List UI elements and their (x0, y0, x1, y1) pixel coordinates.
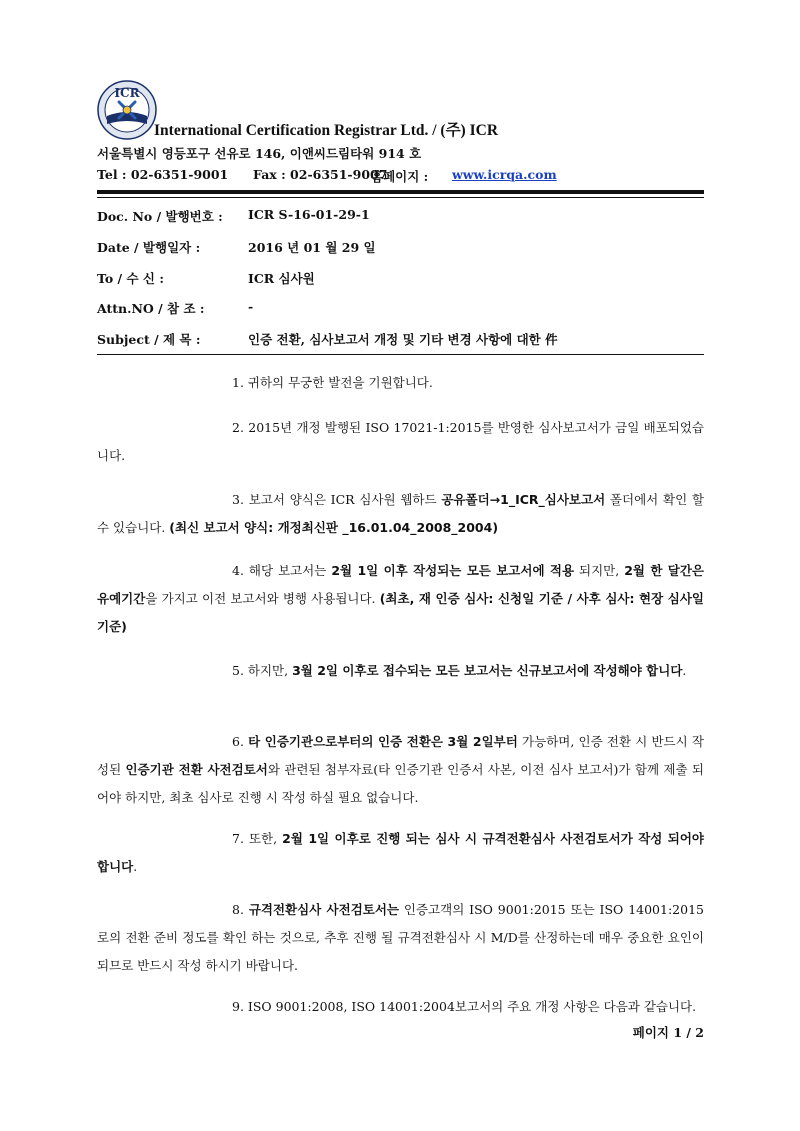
fax-number: Fax : 02-6351-9007 (253, 167, 388, 182)
meta-value: ICR S-16-01-29-1 (248, 207, 370, 222)
tel-number: Tel : 02-6351-9001 (97, 167, 229, 182)
meta-label: To / 수 신 : (97, 271, 164, 286)
meta-label: Date / 발행일자 : (97, 240, 201, 255)
meta-value: 인증 전환, 심사보고서 개정 및 기타 변경 사항에 대한 件 (248, 332, 558, 347)
paragraph-7: 7. 또한, 2월 1일 이후로 진행 되는 심사 시 규격전환심사 사전검토서가 작성 되어야 합니다. (97, 831, 705, 874)
paragraph-1: 1. 귀하의 무궁한 발전을 기원합니다. (232, 375, 433, 390)
header-rule-thin (97, 197, 704, 198)
homepage-label: 홈페이지 : (371, 169, 429, 184)
meta-label: Attn.NO / 참 조 : (97, 301, 205, 316)
paragraph-2: 2. 2015년 개정 발행된 ISO 17021-1:2015를 반영한 심사보고서가 금일 배포되었습니다. (97, 420, 704, 463)
meta-value: 2016 년 01 월 29 일 (248, 240, 376, 255)
homepage-link[interactable]: www.icrqa.com (452, 167, 557, 182)
company-address: 서울특별시 영등포구 선유로 146, 이앤씨드림타워 914 호 (97, 146, 422, 161)
logo-lettering: ICR (114, 86, 140, 100)
meta-value: - (248, 299, 254, 314)
meta-label: Doc. No / 발행번호 : (97, 209, 223, 224)
meta-rule-bottom (97, 354, 704, 355)
page-number: 페이지 1 / 2 (632, 1025, 704, 1040)
paragraph-6: 6. 타 인증기관으로부터의 인증 전환은 3월 2일부터 가능하며, 인증 전환 시 반드시 작성된 인증기관 전환 사전검토서와 관련된 첨부자료(타 인증기관 인증서 사본, 이전 심사 보고서)가 함께 제출 되어야 하지만, 최초 심사로 진행 시 작성 하실 필요 없습니다. (97, 734, 705, 805)
paragraph-5: 5. 하지만, 3월 2일 이후로 접수되는 모든 보고서는 신규보고서에 작성해야 합니다. (232, 663, 687, 678)
header-rule-thick (97, 190, 704, 194)
icr-logo (97, 80, 157, 140)
paragraph-9: 9. ISO 9001:2008, ISO 14001:2004보고서의 주요 개정 사항은 다음과 같습니다. (232, 999, 697, 1014)
paragraph-4: 4. 해당 보고서는 2월 1일 이후 작성되는 모든 보고서에 적용 되지만, 2월 한 달간은 유예기간을 가지고 이전 보고서와 병행 사용됩니다. (최초, 재 인증 심사: 신청일 기준 / 사후 심사: 현장 심사일 기준) (97, 563, 704, 634)
meta-label: Subject / 제 목 : (97, 332, 201, 347)
company-name: International Certification Registrar Ltd. / (주) ICR (154, 122, 499, 139)
meta-value: ICR 심사원 (248, 271, 315, 286)
paragraph-8: 8. 규격전환심사 사전검토서는 인증고객의 ISO 9001:2015 또는 ISO 14001:2015 로의 전환 준비 정도를 확인 하는 것으로, 추후 진행 될 규격전환심사 시 M/D를 산정하는데 매우 중요한 요인이 되므로 반드시 작성 하시기 바랍니다. (97, 902, 704, 973)
paragraph-3: 3. 보고서 양식은 ICR 심사원 웹하드 공유폴더→1_ICR_심사보고서 폴더에서 확인 할 수 있습니다. (최신 보고서 양식: 개정최신판 _16.01.04_2008_2004) (97, 492, 704, 535)
